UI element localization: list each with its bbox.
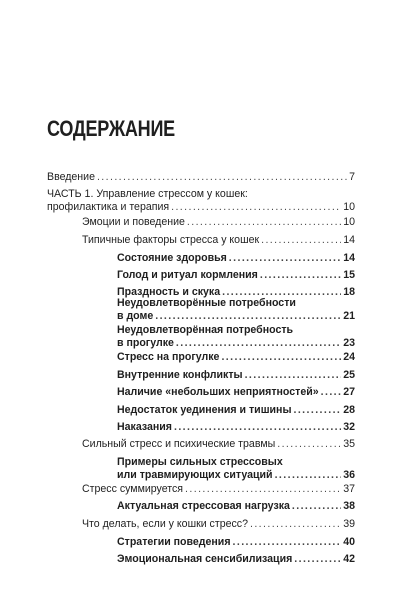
toc-entry bbox=[117, 536, 355, 549]
toc-leader-dots bbox=[294, 553, 341, 566]
toc-entry bbox=[47, 171, 355, 184]
toc-leader-dots bbox=[294, 404, 342, 417]
toc-entry-title: Наличие «небольших неприятностей» bbox=[117, 386, 319, 398]
toc-entry-title: Что делать, если у кошки стресс? bbox=[82, 518, 248, 530]
toc-page-number: 32 bbox=[343, 421, 355, 433]
toc-entry bbox=[82, 216, 355, 229]
toc-leader-dots bbox=[245, 369, 342, 382]
toc-page-number: 14 bbox=[343, 252, 355, 264]
toc-entry-title: Эмоциональная сенсибилизация bbox=[117, 553, 293, 565]
toc-entry bbox=[82, 483, 355, 496]
toc-entry bbox=[117, 456, 355, 482]
toc-entry bbox=[117, 553, 355, 566]
toc-entry-title: Внутренние конфликты bbox=[117, 369, 243, 381]
toc-entry bbox=[117, 351, 355, 364]
toc-entry-title: Введение bbox=[47, 171, 95, 183]
toc-entry bbox=[82, 518, 355, 531]
toc-entry bbox=[117, 252, 355, 265]
page-title: СОДЕРЖАНИЕ bbox=[47, 116, 175, 141]
toc-entry-title: Неудовлетворённые потребности bbox=[117, 297, 296, 309]
toc-entry bbox=[117, 324, 355, 350]
toc-leader-dots bbox=[275, 469, 342, 482]
toc-leader-dots bbox=[261, 234, 341, 247]
toc-leader-dots bbox=[171, 201, 341, 214]
toc-entry-title: Эмоции и поведение bbox=[82, 216, 185, 228]
toc-leader-dots bbox=[250, 518, 341, 531]
toc-page-number: 7 bbox=[349, 171, 355, 183]
toc-entry bbox=[117, 421, 355, 434]
toc-entry bbox=[117, 500, 355, 513]
toc-page-number: 42 bbox=[343, 553, 355, 565]
toc-entry-title: ЧАСТЬ 1. Управление стрессом у кошек: bbox=[47, 188, 248, 200]
toc-page-number: 35 bbox=[343, 438, 355, 450]
toc-page-number: 28 bbox=[343, 404, 355, 416]
toc-page-number: 37 bbox=[343, 483, 355, 495]
toc-entry bbox=[47, 188, 355, 214]
toc-entry-title: Состояние здоровья bbox=[117, 252, 227, 264]
toc-entry bbox=[117, 369, 355, 382]
toc-entry-title: профилактика и терапия bbox=[47, 201, 170, 213]
toc-leader-dots bbox=[174, 421, 341, 434]
toc-leader-dots bbox=[233, 536, 342, 549]
toc-entry-title: Праздность и скука bbox=[117, 286, 221, 298]
toc-page-number: 10 bbox=[343, 216, 355, 228]
toc-entry-title: или травмирующих ситуаций bbox=[117, 469, 273, 481]
toc-page-number: 25 bbox=[343, 369, 355, 381]
toc-leader-dots bbox=[187, 216, 341, 229]
toc-page-number: 39 bbox=[343, 518, 355, 530]
toc-leader-dots bbox=[221, 351, 341, 364]
toc-entry-title: Сильный стресс и психические травмы bbox=[82, 438, 276, 450]
toc-entry bbox=[82, 438, 355, 451]
toc-entry-title: Голод и ритуал кормления bbox=[117, 269, 258, 281]
toc-leader-dots bbox=[97, 171, 347, 184]
toc-leader-dots bbox=[185, 483, 341, 496]
toc-page-number: 36 bbox=[343, 469, 355, 481]
toc-page-number: 38 bbox=[343, 500, 355, 512]
toc-entry bbox=[117, 269, 355, 282]
toc-page-number: 27 bbox=[343, 386, 355, 398]
toc-entry-title: Примеры сильных стрессовых bbox=[117, 456, 283, 468]
toc-entry bbox=[117, 297, 355, 323]
toc-entry-title: в прогулке bbox=[117, 337, 174, 349]
toc-leader-dots bbox=[155, 310, 341, 323]
toc-entry-title: Стресс суммируется bbox=[82, 483, 184, 495]
toc-entry-title: Типичные факторы стресса у кошек bbox=[82, 234, 260, 246]
toc-page-number: 21 bbox=[343, 310, 355, 322]
toc-entry-title: Стратегии поведения bbox=[117, 536, 231, 548]
toc-page-number: 10 bbox=[343, 201, 355, 213]
toc-entry-title: в доме bbox=[117, 310, 154, 322]
toc-entry bbox=[117, 404, 355, 417]
toc-leader-dots bbox=[260, 269, 341, 282]
toc-leader-dots bbox=[176, 337, 341, 350]
toc-entry-title: Недостаток уединения и тишины bbox=[117, 404, 292, 416]
toc-entry bbox=[82, 234, 355, 247]
toc-page-number: 24 bbox=[343, 351, 355, 363]
toc-entry-title: Неудовлетворённая потребность bbox=[117, 324, 294, 336]
toc-page-number: 18 bbox=[343, 286, 355, 298]
toc-entry-title: Наказания bbox=[117, 421, 172, 433]
toc-entry-title: Стресс на прогулке bbox=[117, 351, 220, 363]
toc-page-number: 14 bbox=[343, 234, 355, 246]
toc-entry-title: Актуальная стрессовая нагрузка bbox=[117, 500, 290, 512]
toc-leader-dots bbox=[277, 438, 341, 451]
toc-page-number: 40 bbox=[343, 536, 355, 548]
toc-page-number: 23 bbox=[343, 337, 355, 349]
toc-leader-dots bbox=[292, 500, 341, 513]
toc-entry bbox=[117, 386, 355, 399]
toc-page-number: 15 bbox=[343, 269, 355, 281]
toc-leader-dots bbox=[229, 252, 341, 265]
toc-leader-dots bbox=[321, 386, 342, 399]
